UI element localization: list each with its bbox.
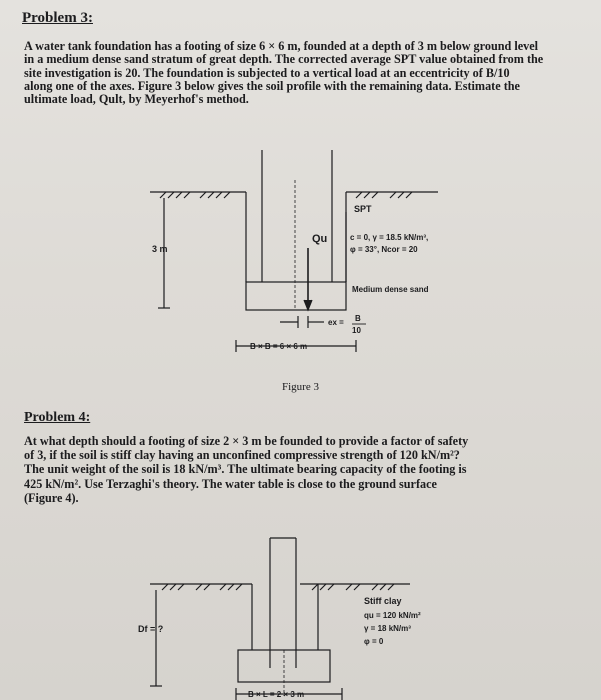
problem-3-text xyxy=(24,40,564,106)
eccentricity-numerator: B xyxy=(355,314,361,323)
problem-4-line: 425 kN/m². Use Terzaghi's theory. The water table is close to the ground surface xyxy=(24,476,437,491)
problem-4-line: (Figure 4). xyxy=(24,490,79,505)
ground-hatch-left xyxy=(162,584,242,590)
problem-3-line: A water tank foundation has a footing of size 6 × 6 m, founded at a depth of 3 m below ground level xyxy=(24,39,539,53)
problem-4-line: of 3, if the soil is stiff clay having an unconfined compressive strength of 120 kN/m²? xyxy=(24,448,460,463)
depth-label-df: Df = ? xyxy=(138,624,164,634)
ground-hatch-right xyxy=(312,584,394,590)
ground-hatch-right xyxy=(356,192,412,198)
problem-3-title: Problem 3: xyxy=(22,10,93,26)
soil-properties-line-2: φ = 33°, Ncor = 20 xyxy=(350,245,418,254)
load-label-qu: Qu xyxy=(312,233,328,245)
footing-3 xyxy=(246,282,346,310)
soil-property-phi: φ = 0 xyxy=(364,637,384,646)
soil-title: Stiff clay xyxy=(364,596,402,606)
soil-property-gamma: γ = 18 kN/m³ xyxy=(364,624,411,633)
soil-properties-line-1: c = 0, γ = 18.5 kN/m³, xyxy=(350,233,429,242)
eccentricity-label: ex = xyxy=(328,318,344,327)
footing-size-label: B × B = 6 × 6 m xyxy=(250,342,308,351)
problem-4-title: Problem 4: xyxy=(24,410,91,425)
problem-4-line: The unit weight of the soil is 18 kN/m³. The ultimate bearing capacity of the footing is xyxy=(24,462,467,477)
figure-3 xyxy=(0,140,601,400)
spt-label: SPT xyxy=(354,204,372,214)
ground-hatch-left xyxy=(160,192,230,198)
soil-property-qu: qu = 120 kN/m² xyxy=(364,611,421,620)
problem-3-line: ultimate load, Qult, by Meyerhof's method. xyxy=(24,92,249,107)
problem-4-text xyxy=(24,434,569,505)
stratum-label: Medium dense sand xyxy=(352,285,429,294)
problem-4-line: At what depth should a footing of size 2 × 3 m be founded to provide a factor of safety xyxy=(24,434,469,448)
figure-4 xyxy=(0,520,601,700)
figure-3-caption: Figure 3 xyxy=(282,381,319,393)
problem-3-line: site investigation is 20. The foundation is subjected to a vertical load at an eccentricity of B/10 xyxy=(24,65,510,80)
problem-3-line: along one of the axes. Figure 3 below gives the soil profile with the remaining data. Estimate the xyxy=(24,78,520,93)
footing-size-label: B × L = 2 × 3 m xyxy=(248,690,305,699)
depth-label-3m: 3 m xyxy=(152,244,168,254)
problem-3-line: in a medium dense sand stratum of great depth. The corrected average SPT value obtained from the xyxy=(24,52,544,67)
eccentricity-denominator: 10 xyxy=(352,326,361,335)
